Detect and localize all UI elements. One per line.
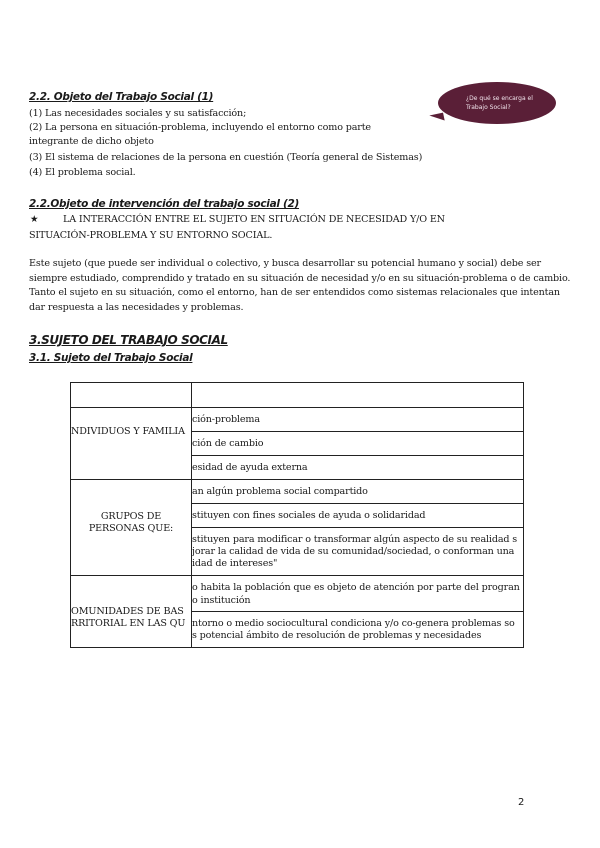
table-row-divider xyxy=(191,431,523,432)
section-subtitle-sujeto: 3.1. Sujeto del Trabajo Social xyxy=(29,352,193,364)
section-title-intervencion: 2.2.Objeto de intervención del trabajo social (2) xyxy=(29,198,300,210)
table-row-line: stituyen para modificar o transformar algún aspecto de su realidad s xyxy=(192,534,518,545)
table-group-divider xyxy=(71,575,523,576)
objeto-item-4: (4) El problema social. xyxy=(29,167,136,178)
page-number: 2 xyxy=(518,797,525,808)
speech-bubble xyxy=(438,82,556,124)
table-row-line: idad de intereses" xyxy=(192,558,278,569)
bubble-line-1: ¿De qué se encarga el xyxy=(466,95,533,102)
table-row-line: ntorno o medio sociocultural condiciona y/o co-genera problemas so xyxy=(192,618,515,629)
group-individuos-label: NDIVIDUOS Y FAMILIA xyxy=(71,426,185,437)
intervencion-paragraph: Este sujeto (que puede ser individual o colectivo, y busca desarrollar su potencial humano y social) debe ser siempre estudiado, comprendido y tratado en su situación de necesidad y/o en su situación-problema o de cambio. Tanto el sujeto en su situación, como el entorno, han de ser entendidos como sistemas relacionales que intentan dar respuesta a las necesidades y problemas. xyxy=(29,258,571,313)
table-row-line: jorar la calidad de vida de su comunidad/sociedad, o conforman una xyxy=(192,546,515,557)
group-grupos-label-2: PERSONAS QUE: xyxy=(88,523,174,534)
table-header-divider xyxy=(71,407,523,408)
intervencion-line-2: SITUACIÓN-PROBLEMA Y SU ENTORNO SOCIAL. xyxy=(29,230,273,241)
sujeto-table xyxy=(70,382,524,648)
table-row: stituyen con fines sociales de ayuda o solidaridad xyxy=(192,510,426,521)
table-row-divider xyxy=(191,527,523,528)
intervencion-line-1: LA INTERACCIÓN ENTRE EL SUJETO EN SITUACIÓN DE NECESIDAD Y/O EN xyxy=(63,214,445,225)
group-comunidades-label-2: RRITORIAL EN LAS QU xyxy=(71,618,186,629)
table-row-divider xyxy=(191,455,523,456)
table-row: ción-problema xyxy=(192,414,260,425)
table-row-line: o habita la población que es objeto de atención por parte del progran xyxy=(192,582,520,593)
objeto-item-3: (3) El sistema de relaciones de la persona en cuestión (Teoría general de Sistemas) xyxy=(29,152,423,163)
objeto-item-2: (2) La persona en situación-problema, incluyendo el entorno como parte xyxy=(29,122,371,133)
group-grupos-label-1: GRUPOS DE xyxy=(100,511,162,522)
table-row-line: s potencial ámbito de resolución de problemas y necesidades xyxy=(192,630,482,641)
objeto-item-1: (1) Las necesidades sociales y su satisfacción; xyxy=(29,108,247,119)
table-row-divider xyxy=(191,611,523,612)
objeto-item-2-cont: integrante de dicho objeto xyxy=(29,136,154,147)
section-title-objeto: 2.2. Objeto del Trabajo Social (1) xyxy=(29,91,214,103)
table-group-divider xyxy=(71,479,523,480)
table-row: esidad de ayuda externa xyxy=(192,462,308,473)
bubble-line-2: Trabajo Social? xyxy=(466,104,511,111)
group-comunidades-label-1: OMUNIDADES DE BAS xyxy=(71,606,184,617)
table-row-line: o institución xyxy=(192,595,251,606)
table-row-divider xyxy=(191,503,523,504)
speech-bubble-tail xyxy=(429,113,444,124)
section-title-sujeto: 3.SUJETO DEL TRABAJO SOCIAL xyxy=(29,333,228,347)
star-icon: ★ xyxy=(30,214,39,225)
table-row: an algún problema social compartido xyxy=(192,486,368,497)
table-row: ción de cambio xyxy=(192,438,264,449)
